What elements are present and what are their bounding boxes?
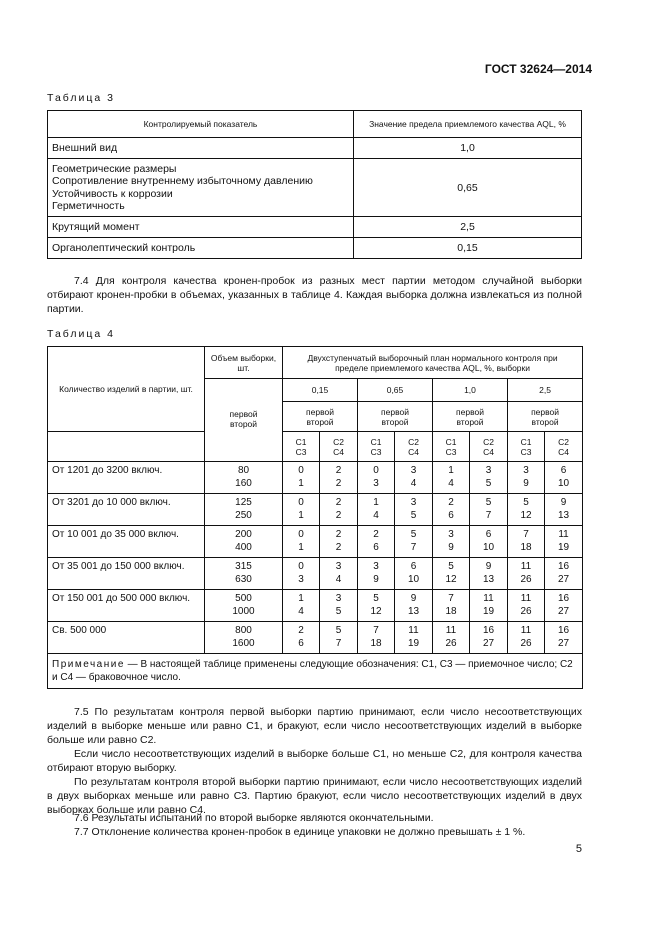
- plan-header: Двухступенчатый выборочный план нормального контроля при пределе приемлемого качества AQL, %, выборки: [283, 347, 583, 379]
- c-number: 2: [335, 509, 342, 521]
- c-number: 4: [373, 509, 379, 521]
- lot-range: От 35 001 до 150 000 включ.: [48, 558, 205, 590]
- c-value: [508, 526, 545, 558]
- table3-value: 0,65: [354, 159, 582, 217]
- c-number: 1: [448, 465, 454, 476]
- table-row: [48, 159, 582, 217]
- c-value: [395, 526, 433, 558]
- c-header: [320, 432, 358, 462]
- c-value: [395, 558, 433, 590]
- aql-header: 0,65: [358, 379, 433, 402]
- label-line: Геометрические размеры: [52, 162, 177, 175]
- c-number: 2: [298, 625, 304, 636]
- c-number: 13: [407, 605, 420, 617]
- table3-label: Внешний вид: [48, 138, 354, 159]
- c-number: 7: [335, 637, 342, 649]
- c-label: С3: [295, 446, 307, 457]
- c-value: [470, 558, 508, 590]
- c-value: [470, 622, 508, 654]
- table3-caption: Таблица 3: [47, 92, 115, 104]
- c-value: [508, 558, 545, 590]
- c-number: 5: [410, 529, 417, 540]
- c-number: 16: [557, 561, 570, 572]
- table-row: [48, 558, 583, 590]
- c-value: [433, 462, 470, 494]
- c-number: 13: [557, 509, 570, 521]
- c-value: [545, 622, 583, 654]
- sub-second: второй: [306, 416, 334, 427]
- c-number: 10: [407, 573, 420, 585]
- c-number: 1: [298, 593, 304, 604]
- c-header: [433, 432, 470, 462]
- c-value: [545, 590, 583, 622]
- c-number: 5: [335, 625, 342, 636]
- table4-note: [48, 654, 583, 689]
- c-label: С4: [333, 446, 344, 457]
- c-number: 18: [445, 605, 457, 617]
- volume-value: 80: [237, 465, 250, 476]
- lot-range: От 150 001 до 500 000 включ.: [48, 590, 205, 622]
- c-number: 3: [410, 465, 417, 476]
- c-number: 5: [485, 497, 492, 508]
- c-value: [395, 462, 433, 494]
- sub-first: первой: [531, 406, 560, 417]
- table-row: [48, 526, 583, 558]
- c-label: С4: [408, 446, 419, 457]
- c-label: С4: [558, 446, 569, 457]
- c-value: [508, 622, 545, 654]
- stage-header: [283, 402, 358, 432]
- c-value: [358, 462, 395, 494]
- c-header: [545, 432, 583, 462]
- c-number: 0: [298, 497, 304, 508]
- c-number: 0: [298, 529, 304, 540]
- c-number: 3: [335, 593, 342, 604]
- aql-header: 2,5: [508, 379, 583, 402]
- c-number: 16: [557, 593, 570, 604]
- c-number: 7: [485, 509, 492, 521]
- c-number: 2: [448, 497, 454, 508]
- table3-value: 1,0: [354, 138, 582, 159]
- c-value: [358, 590, 395, 622]
- c-header: [358, 432, 395, 462]
- c-number: 19: [557, 541, 570, 553]
- volume-value: 800: [235, 625, 252, 636]
- c-value: [320, 558, 358, 590]
- aql-header: 0,15: [283, 379, 358, 402]
- c-number: 7: [410, 541, 417, 553]
- c-number: 26: [445, 637, 457, 649]
- c-number: 7: [523, 529, 529, 540]
- c-value: [545, 558, 583, 590]
- c-number: 2: [335, 497, 342, 508]
- c-value: [358, 622, 395, 654]
- c-number: 10: [557, 477, 570, 489]
- table-row: [48, 238, 582, 259]
- c-number: 6: [410, 561, 417, 572]
- c-number: 11: [520, 625, 532, 636]
- c-value: [320, 462, 358, 494]
- volume-value: 160: [235, 477, 252, 489]
- table-row: [48, 590, 583, 622]
- table3-col1-header: Контролируемый показатель: [48, 111, 354, 138]
- c-number: 27: [557, 637, 570, 649]
- c-number: 1: [373, 497, 379, 508]
- c-label: С2: [333, 436, 344, 447]
- c-value: [283, 462, 320, 494]
- c-number: 10: [482, 541, 495, 553]
- sub-second: второй: [531, 416, 559, 427]
- c-number: 11: [520, 561, 532, 572]
- sample-volume: [205, 558, 283, 590]
- c-value: [433, 526, 470, 558]
- c-number: 7: [373, 625, 379, 636]
- table3-col2-header: Значение предела приемлемого качества AQL, %: [354, 111, 582, 138]
- sample-volume: [205, 494, 283, 526]
- volume-value: 315: [235, 561, 252, 572]
- sample-volume: [205, 526, 283, 558]
- sub-first: первой: [456, 406, 484, 417]
- c-number: 6: [298, 637, 304, 649]
- c-number: 5: [523, 497, 529, 508]
- c-label: С1: [520, 436, 532, 447]
- volume-value: 400: [235, 541, 252, 553]
- lot-range: От 3201 до 10 000 включ.: [48, 494, 205, 526]
- table-row: [48, 217, 582, 238]
- c-value: [545, 462, 583, 494]
- volume-value: 630: [235, 573, 252, 585]
- note-label: Примечание: [52, 659, 125, 670]
- c-label: С2: [408, 436, 419, 447]
- volume-value: 250: [235, 509, 252, 521]
- c-value: [283, 590, 320, 622]
- c-number: 11: [558, 529, 569, 540]
- c-value: [283, 494, 320, 526]
- c-number: 27: [557, 605, 570, 617]
- c-value: [358, 494, 395, 526]
- paragraph-7-5: 7.5 По результатам контроля первой выборки партию принимают, если число несоответствующих изделий в выборке меньше или равно С1, и бракуют, если число несоответствующих изделий в выборке больше или равно С2.: [47, 706, 582, 746]
- c-number: 18: [370, 637, 382, 649]
- table-row: [48, 138, 582, 159]
- c-number: 3: [373, 477, 379, 489]
- volume-value: 125: [235, 497, 252, 508]
- c-number: 26: [520, 637, 532, 649]
- c-value: [470, 462, 508, 494]
- c-value: [508, 462, 545, 494]
- c-number: 6: [448, 509, 454, 521]
- c-value: [320, 622, 358, 654]
- table3-label: Органолептический контроль: [48, 238, 354, 259]
- paragraph-7-7: 7.7 Отклонение количества кронен-пробок в единице упаковки не должно превышать ± 1 %.: [74, 826, 526, 838]
- volume-value: 1600: [232, 637, 255, 649]
- c-number: 27: [557, 573, 570, 585]
- c-number: 1: [298, 541, 304, 553]
- lot-range: Св. 500 000: [48, 622, 205, 654]
- aql-header: 1,0: [433, 379, 508, 402]
- table3-value: 2,5: [354, 217, 582, 238]
- c-header: [508, 432, 545, 462]
- c-value: [320, 590, 358, 622]
- c-header: [395, 432, 433, 462]
- lot-header: Количество изделий в партии, шт.: [48, 347, 205, 432]
- c-value: [320, 526, 358, 558]
- lot-header-spacer: [48, 432, 205, 462]
- lot-range: От 10 001 до 35 000 включ.: [48, 526, 205, 558]
- c-number: 5: [485, 477, 492, 489]
- paragraph-7-5-b: Если число несоответствующих изделий в выборке больше С1, но меньше С2, для контроля качества отбирают вторую выборку.: [47, 748, 582, 774]
- sample-volume: [205, 462, 283, 494]
- stage-header: [433, 402, 508, 432]
- table4-caption: Таблица 4: [47, 328, 115, 340]
- c-number: 0: [298, 561, 304, 572]
- c-number: 13: [482, 573, 495, 585]
- c-number: 16: [557, 625, 570, 636]
- stage-header: [508, 402, 583, 432]
- c-value: [470, 494, 508, 526]
- c-number: 0: [373, 465, 379, 476]
- c-number: 4: [335, 573, 342, 585]
- c-value: [545, 526, 583, 558]
- c-value: [358, 526, 395, 558]
- c-number: 3: [335, 561, 342, 572]
- c-number: 9: [373, 573, 379, 585]
- table3: [47, 110, 582, 259]
- paragraph-7-4: 7.4 Для контроля качества кронен-пробок из разных мест партии методом случайной выборки отбирают кронен-пробки в объемах, указанных в таблице 4. Каждая выборка должна извлекаться из полной партии.: [47, 275, 582, 315]
- table-row: [48, 462, 583, 494]
- c-value: [358, 558, 395, 590]
- c-value: [470, 590, 508, 622]
- c-label: С1: [445, 436, 457, 447]
- c-value: [283, 558, 320, 590]
- stage-header: [358, 402, 433, 432]
- label-line: Сопротивление внутреннему избыточному давлению: [52, 175, 313, 187]
- c-value: [433, 622, 470, 654]
- note-text: — В настоящей таблице применены следующие обозначения: С1, С3 — приемочное число; С2 и С4 — браковочное число.: [52, 659, 573, 683]
- table3-value: 0,15: [354, 238, 582, 259]
- c-label: С4: [483, 446, 494, 457]
- c-value: [283, 526, 320, 558]
- c-number: 3: [448, 529, 454, 540]
- c-number: 9: [448, 541, 454, 553]
- c-number: 0: [298, 465, 304, 476]
- c-number: 2: [373, 529, 379, 540]
- table-row: [48, 622, 583, 654]
- c-number: 5: [410, 509, 417, 521]
- volume-value: 500: [235, 593, 252, 604]
- c-number: 11: [483, 593, 494, 604]
- c-value: [508, 494, 545, 526]
- volume-header: Объем выборки, шт.: [205, 347, 283, 379]
- c-number: 26: [520, 573, 532, 585]
- c-number: 1: [298, 509, 304, 521]
- c-label: С3: [445, 446, 457, 457]
- c-label: С3: [370, 446, 382, 457]
- c-number: 16: [482, 625, 495, 636]
- c-number: 6: [560, 465, 567, 476]
- paragraph-7-5-c: По результатам контроля второй выборки партию принимают, если число несоответствующих изделий в двух выборках меньше или равно С3. Партию бракуют, если число несоответствующих изделий в двух выборках больше или равно С4.: [47, 776, 582, 816]
- c-number: 12: [445, 573, 457, 585]
- c-label: С2: [558, 436, 569, 447]
- c-value: [320, 494, 358, 526]
- c-number: 5: [373, 593, 379, 604]
- c-number: 3: [485, 465, 492, 476]
- c-header: [470, 432, 508, 462]
- c-number: 4: [448, 477, 454, 489]
- c-number: 12: [370, 605, 382, 617]
- c-number: 11: [408, 625, 419, 636]
- c-label: С3: [520, 446, 532, 457]
- c-number: 11: [445, 625, 457, 636]
- c-number: 1: [298, 477, 304, 489]
- c-number: 4: [410, 477, 417, 489]
- c-number: 5: [448, 561, 454, 572]
- table3-label: [48, 159, 354, 217]
- c-number: 6: [485, 529, 492, 540]
- c-value: [433, 494, 470, 526]
- c-label: С1: [295, 436, 307, 447]
- c-number: 19: [482, 605, 495, 617]
- c-label: С2: [483, 436, 494, 447]
- table-row: [48, 494, 583, 526]
- c-number: 5: [335, 605, 342, 617]
- c-number: 3: [298, 573, 304, 585]
- c-number: 18: [520, 541, 532, 553]
- c-value: [395, 622, 433, 654]
- sub-first: первой: [381, 406, 409, 417]
- volume-subheader: [205, 379, 283, 462]
- c-label: С1: [370, 436, 382, 447]
- c-number: 9: [560, 497, 567, 508]
- c-number: 3: [523, 465, 529, 476]
- c-value: [545, 494, 583, 526]
- c-number: 27: [482, 637, 495, 649]
- c-header: [283, 432, 320, 462]
- c-number: 6: [373, 541, 379, 553]
- c-value: [433, 558, 470, 590]
- paragraph-7-6: 7.6 Результаты испытаний по второй выборке являются окончательными.: [74, 812, 434, 824]
- c-value: [508, 590, 545, 622]
- c-number: 26: [520, 605, 532, 617]
- c-value: [395, 494, 433, 526]
- volume-value: 1000: [232, 605, 255, 617]
- c-number: 2: [335, 541, 342, 553]
- label-line: Герметичность: [52, 200, 125, 212]
- c-number: 12: [520, 509, 532, 521]
- page-number: 5: [575, 843, 582, 855]
- c-number: 2: [335, 465, 342, 476]
- c-value: [283, 622, 320, 654]
- lot-range: От 1201 до 3200 включ.: [48, 462, 205, 494]
- table4: [47, 346, 583, 689]
- sub-first: первой: [306, 406, 334, 417]
- c-number: 9: [523, 477, 529, 489]
- c-number: 11: [520, 593, 532, 604]
- c-number: 3: [373, 561, 379, 572]
- c-value: [395, 590, 433, 622]
- volume-value: 200: [235, 529, 252, 540]
- sub-second: второй: [381, 416, 409, 427]
- c-number: 19: [407, 637, 420, 649]
- c-number: 2: [335, 529, 342, 540]
- label-line: Устойчивость к коррозии: [52, 187, 173, 200]
- c-number: 2: [335, 477, 342, 489]
- sample-volume: [205, 622, 283, 654]
- sub-second: второй: [456, 416, 484, 427]
- c-number: 3: [410, 497, 417, 508]
- c-value: [470, 526, 508, 558]
- standard-header: ГОСТ 32624—2014: [484, 62, 592, 76]
- c-number: 4: [298, 605, 304, 617]
- sub-first: первой: [229, 409, 258, 419]
- c-number: 9: [410, 593, 417, 604]
- c-number: 7: [448, 593, 454, 604]
- sample-volume: [205, 590, 283, 622]
- sub-second: второй: [229, 419, 258, 429]
- table3-label: Крутящий момент: [48, 217, 354, 238]
- c-value: [433, 590, 470, 622]
- c-number: 9: [485, 561, 492, 572]
